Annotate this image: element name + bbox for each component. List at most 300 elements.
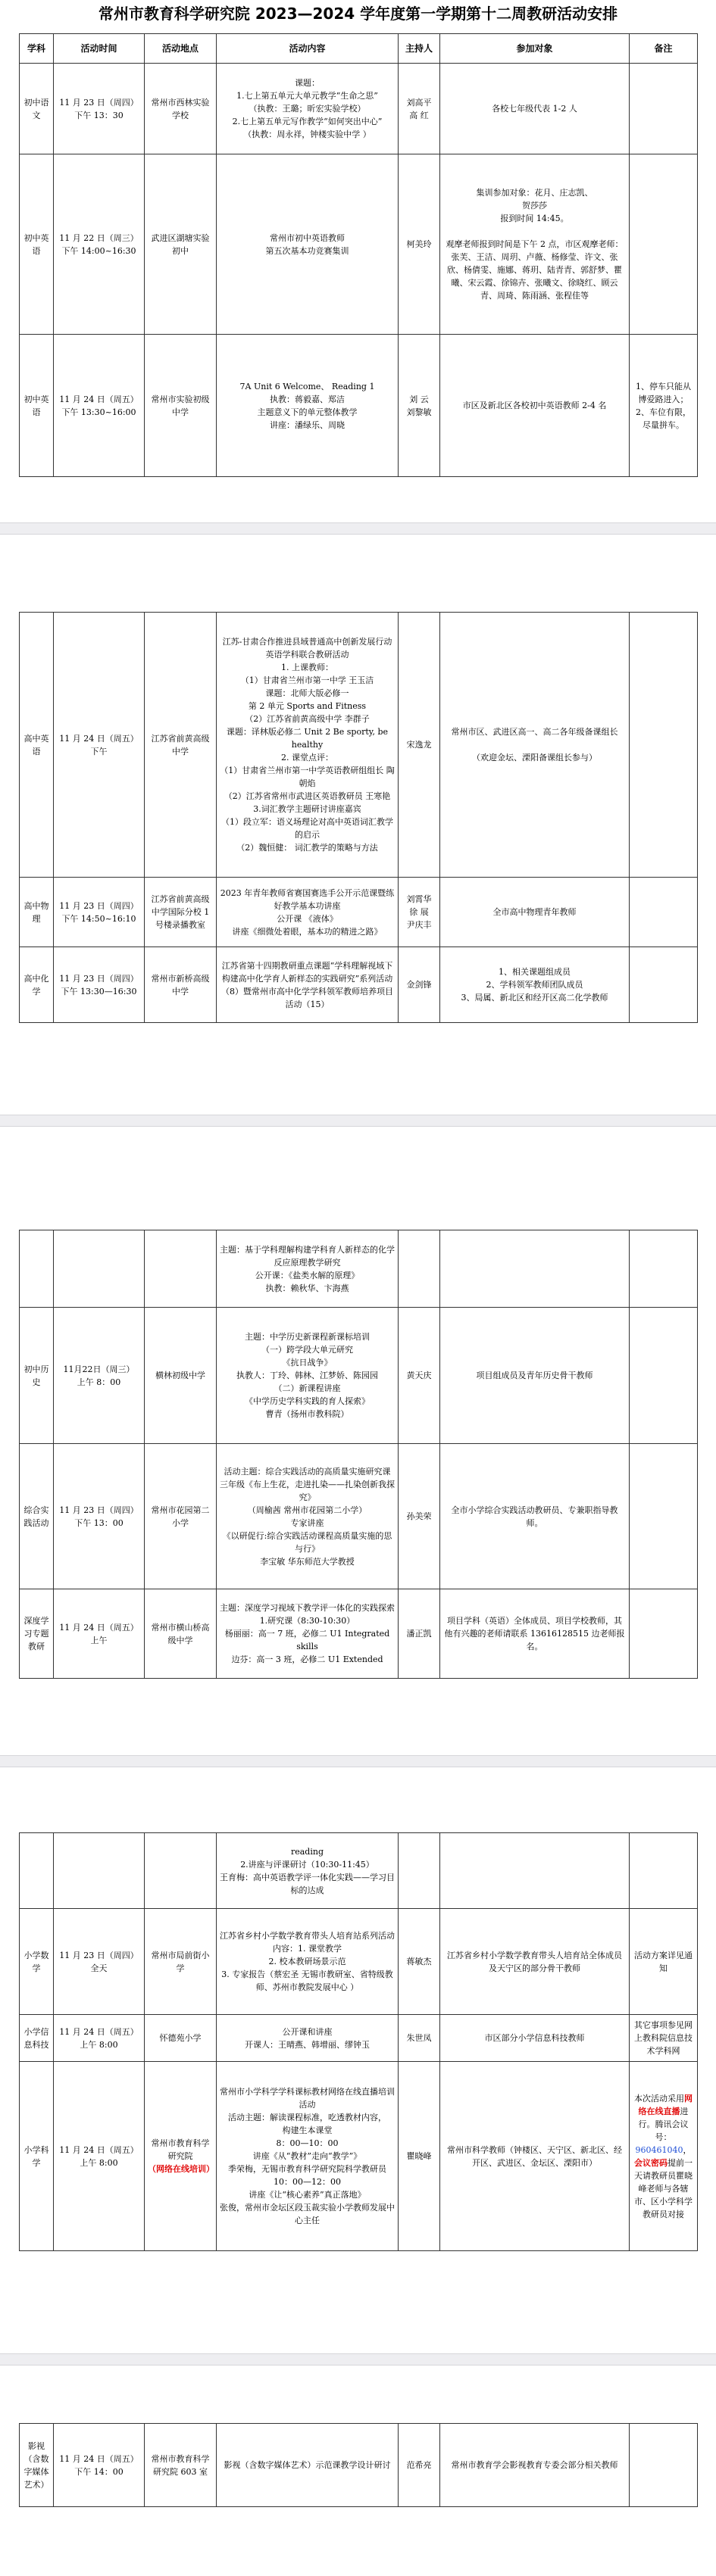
cell-time (54, 2424, 145, 2507)
cell-line: 季荣梅，无锡市教育科学研究院科学教研员 (228, 2164, 386, 2174)
table-row (20, 1833, 698, 1909)
cell-place-text: 常州市局前街小学 (151, 1950, 210, 1973)
cell-note (630, 1589, 698, 1679)
note-text: ， (683, 2144, 692, 2155)
cell-subject (20, 1909, 54, 2015)
cell-line: 讲座：潘绿乐、周晓 (270, 419, 345, 430)
cell-line: 常州市教育学会影视教育专委会部分相关教师 (451, 2460, 618, 2470)
cell-line: 3. 专家报告（蔡宏圣 无锡市教研室、省特级教师、苏州市教院发展中心 ） (221, 1969, 393, 1992)
cell-line: 高 红 (409, 110, 429, 120)
cell-line: 第五次基本功竞赛集训 (265, 245, 349, 256)
cell-host (399, 335, 440, 477)
cell-content (217, 2424, 399, 2507)
cell-line: 刘霄华 (406, 894, 432, 904)
cell-line: 7A Unit 6 Welcome、 Reading 1 (239, 381, 375, 391)
page-break (0, 2353, 716, 2365)
cell-line: 2.讲座与评课研讨（10:30-11:45） (240, 1859, 374, 1870)
cell-place (145, 1833, 217, 1909)
cell-audience (440, 878, 630, 947)
cell-line: 11 月 23 日（周四） (59, 973, 139, 984)
cell-audience (440, 1444, 630, 1589)
cell-note (630, 64, 698, 154)
cell-line: 11 月 24 日（周五） (59, 1622, 139, 1633)
cell-place (145, 2424, 217, 2507)
cell-line: 2、车位有限，尽量拼车。 (636, 407, 691, 430)
cell-subject (20, 947, 54, 1023)
cell-line: 内容：1. 课堂教学 (273, 1944, 342, 1954)
cell-subject (20, 1833, 54, 1909)
cell-line: 上午 8：00 (77, 1377, 121, 1387)
cell-line: 柯美玲 (406, 239, 432, 249)
cell-subject-text: 小学数学 (23, 1950, 49, 1973)
cell-line: 《中学历史学科实践的育人探索》 (245, 1396, 370, 1406)
cell-line: 11 月 24 日（周五） (59, 2453, 139, 2464)
table-row (20, 2424, 698, 2507)
cell-audience (440, 2015, 630, 2062)
cell-line: 王育梅：高中英语教学评一体化实践——学习目标的达成 (220, 1872, 395, 1895)
cell-content (217, 64, 399, 154)
cell-line: 孙美荣 (406, 1511, 432, 1521)
cell-host (399, 154, 440, 335)
cell-place-text: 常州市横山桥高级中学 (151, 1622, 210, 1645)
cell-line: 11 月 23 日（周四） (59, 97, 139, 108)
cell-time (54, 1230, 145, 1308)
cell-line: 全市小学综合实践活动教研员、专兼职指导教师。 (451, 1505, 618, 1528)
header-note: 备注 (630, 34, 698, 64)
table-row (20, 1909, 698, 2015)
cell-audience (440, 613, 630, 878)
table-row (20, 1589, 698, 1679)
cell-line: 贺莎莎 (522, 201, 547, 211)
cell-line: 1、停车只能从博爱路进入； (636, 381, 691, 404)
cell-host (399, 2424, 440, 2507)
cell-line: 常州市初中英语教师 (270, 232, 345, 243)
cell-time (54, 2015, 145, 2062)
cell-line: （1）甘肃省兰州市第一中学英语教研组组长 陶朝焰 (220, 766, 395, 788)
note-text: 进行。腾讯会议号： (638, 2106, 689, 2142)
cell-line: 李宝敏 华东师范大学教授 (260, 1556, 355, 1567)
table-row (20, 335, 698, 477)
header-subject: 学科 (20, 34, 54, 64)
cell-note (630, 2424, 698, 2507)
cell-line: 活动主题：综合实践活动的高质量实施研究课 (224, 1466, 391, 1477)
cell-content (217, 1833, 399, 1909)
header-host: 主持人 (399, 34, 440, 64)
cell-line: 张俊，常州市金坛区段玉裁实验小学教师发展中心主任 (220, 2203, 395, 2225)
cell-subject-text: 初中英语 (23, 232, 49, 256)
cell-line: 下午 13:30~16:00 (61, 407, 136, 417)
cell-line: 3.词汇教学主题研讨讲座嘉宾 (253, 804, 361, 814)
cell-line: 项目组成员及青年历史骨干教师 (476, 1371, 593, 1380)
cell-line: 蒋敏杰 (406, 1957, 432, 1966)
cell-content (217, 1909, 399, 2015)
cell-content (217, 1308, 399, 1444)
page-break (0, 1755, 716, 1767)
cell-line: 徐 展 (409, 907, 429, 917)
schedule-table-page-2 (19, 612, 698, 1023)
cell-line: 尹庆丰 (406, 920, 432, 930)
cell-audience (440, 335, 630, 477)
cell-line: 范希亮 (406, 2460, 432, 2470)
cell-note (630, 1308, 698, 1444)
schedule-table-page-1 (19, 33, 698, 477)
cell-line: （2）江苏省前黄高级中学 李群子 (245, 714, 370, 724)
cell-line: 下午 13:30—16:30 (61, 986, 137, 996)
cell-subject (20, 2062, 54, 2251)
cell-line: 金剑锋 (406, 980, 432, 990)
cell-content (217, 878, 399, 947)
cell-line: （一）跨学段大单元研究 (261, 1345, 353, 1355)
cell-subject (20, 335, 54, 477)
cell-line: 主题意义下的单元整体教学 (257, 407, 358, 417)
cell-place-text: 常州市新桥高级中学 (151, 973, 210, 996)
cell-place-text: 常州市教育科学研究院 (151, 2138, 210, 2161)
cell-place (145, 1444, 217, 1589)
cell-note (630, 335, 698, 477)
cell-line: 其它事项参见网上教科院信息技术学科网 (634, 2020, 693, 2056)
cell-line: 项目学科（英语）全体成员、项目学校教师，其他有兴趣的老师请联系 13616128515 边老师报名。 (444, 1616, 625, 1651)
cell-line: 11 月 22 日（周三） (59, 232, 139, 243)
cell-line: 8：00—10：00 (276, 2138, 339, 2148)
cell-line: 讲座《让“核心素养”真正落地》 (249, 2190, 366, 2200)
cell-note (630, 613, 698, 878)
table-row (20, 1308, 698, 1444)
cell-line: 课题：译林版必修二 Unit 2 Be sporty, be healthy (226, 727, 389, 750)
cell-line: 《以研促行:综合实践活动课程高质量实施的思与行》 (222, 1530, 392, 1554)
cell-host (399, 1230, 440, 1308)
note-highlight: 网络在线直播 (638, 2093, 693, 2116)
cell-place (145, 1308, 217, 1444)
cell-line: 江苏省第十四期教研重点课题“学科理解视域下构建高中化学育人新样态的实践研究”系列活动（8）暨常州市高中化学学科领军教师培养项目活动（15） (221, 960, 393, 1009)
cell-line: （执教：王璐；昕宏实验学校） (249, 104, 366, 114)
cell-subject (20, 1308, 54, 1444)
cell-audience (440, 1909, 630, 2015)
cell-line: 11 月 23 日（周四） (59, 1505, 139, 1515)
cell-content (217, 154, 399, 335)
cell-line: 下午 14:50~16:10 (61, 913, 136, 924)
cell-line: 全市高中物理青年教师 (492, 907, 577, 917)
cell-place-text: 常州市花园第二小学 (151, 1505, 210, 1528)
cell-line: （二）新课程讲座 (274, 1383, 341, 1393)
header-place: 活动地点 (145, 34, 217, 64)
cell-line: 常州市科学教师（钟楼区、天宁区、新北区、经开区、武进区、金坛区、溧阳市） (447, 2144, 622, 2168)
cell-line: 刘 云 (409, 394, 429, 404)
cell-line: 全天 (90, 1963, 108, 1973)
cell-time (54, 1833, 145, 1909)
cell-line: （1）段立军：语义场理论对高中英语词汇教学的启示 (221, 817, 393, 840)
cell-content (217, 947, 399, 1023)
cell-line: 讲座《细微处着眼，基本功的精进之路》 (232, 926, 383, 937)
meeting-id: 960461040 (635, 2144, 683, 2155)
cell-line (443, 738, 626, 751)
cell-line: 专家讲座 (290, 1517, 324, 1528)
cell-line: 影视（含数字媒体艺术）示范课教学设计研讨 (224, 2460, 391, 2470)
cell-line: 公开课和讲座 (282, 2026, 333, 2037)
cell-content (217, 335, 399, 477)
cell-subject-text: 初中历史 (23, 1364, 49, 1387)
cell-host (399, 64, 440, 154)
cell-line: 《抗日战争》 (282, 1358, 333, 1368)
cell-note (630, 2062, 698, 2251)
cell-host (399, 1308, 440, 1444)
cell-subject (20, 2015, 54, 2062)
cell-line: 11 月 24 日（周五） (59, 394, 139, 404)
cell-subject-text: 小学科学 (23, 2144, 49, 2168)
cell-line: 2、学科领军教师团队成员 (486, 980, 583, 990)
cell-line: 集训参加对象：花月、庄志凯、 (476, 188, 593, 198)
cell-line (443, 225, 626, 238)
cell-note (630, 1444, 698, 1589)
cell-line: 宋逸龙 (406, 740, 432, 750)
cell-content (217, 1230, 399, 1308)
cell-line: 边芬：高一 3 班，必修二 U1 Extended (231, 1654, 383, 1664)
cell-place (145, 1909, 217, 2015)
cell-line: 11月22日（周三） (63, 1364, 135, 1374)
cell-line: 11 月 24 日（周五） (59, 733, 139, 744)
cell-line: （1）甘肃省兰州市第一中学 王玉洁 (240, 675, 374, 685)
cell-line: 11 月 24 日（周五） (59, 2026, 139, 2037)
cell-line: 朱世凤 (406, 2033, 432, 2043)
cell-note (630, 2015, 698, 2062)
cell-place (145, 1230, 217, 1308)
cell-line: 活动主题：解读课程标准，吃透教材内容， (228, 2113, 386, 2122)
cell-line: 1.研究课（8:30-10:30） (259, 1616, 355, 1626)
cell-subject-text: 小学信息科技 (23, 2026, 49, 2050)
cell-line: 潘正凯 (406, 1629, 432, 1639)
cell-note (630, 947, 698, 1023)
cell-time (54, 613, 145, 878)
cell-subject-text: 影视（含数字媒体艺术） (23, 2440, 49, 2490)
table-row (20, 2062, 698, 2251)
cell-line: 曹青（扬州市教科院） (265, 1409, 349, 1419)
cell-line: 市区及新北区各校初中英语教师 2-4 名 (462, 401, 607, 410)
cell-line: 下午 (90, 746, 108, 756)
cell-line: 刘黎敏 (406, 407, 432, 417)
cell-line: 英语学科联合教研活动 (265, 650, 349, 660)
cell-audience (440, 2424, 630, 2507)
cell-time (54, 2062, 145, 2251)
cell-line: （2）魏恒健： 词汇教学的策略与方法 (236, 843, 378, 853)
cell-line: 11 月 24 日（周五） (59, 2144, 139, 2155)
table-row (20, 154, 698, 335)
cell-line: 3、局属、新北区和经开区高二化学教师 (461, 993, 608, 1003)
cell-place (145, 947, 217, 1023)
cell-line: 主题：基于学科理解构建学科育人新样态的化学反应原理教学研究 (220, 1244, 395, 1268)
cell-content (217, 613, 399, 878)
cell-subject (20, 154, 54, 335)
table-row (20, 947, 698, 1023)
cell-line: 2.七上第五单元写作教学“如何突出中心” (232, 117, 383, 126)
cell-place-text: 江苏省前黄高级中学 (151, 733, 210, 756)
cell-line: 江苏省乡村小学数学教育带头人培育站全体成员及天宁区的部分骨干教师 (447, 1950, 622, 1973)
cell-line: 下午 13：00 (74, 1517, 124, 1528)
cell-subject-text: 高中化学 (23, 973, 49, 996)
cell-line: 上午 8:00 (80, 2157, 118, 2168)
cell-place-text: 常州市西林实验学校 (151, 97, 210, 120)
cell-content (217, 2015, 399, 2062)
cell-audience (440, 154, 630, 335)
cell-line: 2. 校本教研场景示范 (268, 1957, 346, 1966)
cell-note (630, 1909, 698, 2015)
online-training-note: （网络在线培训） (148, 2164, 214, 2174)
cell-place-text: 常州市实验初级中学 (151, 394, 210, 417)
cell-line: 下午 14：00 (74, 2466, 124, 2477)
cell-line: （执教：周永祥，钟楼实验中学 ） (243, 129, 371, 139)
cell-audience (440, 1589, 630, 1679)
schedule-table-page-3 (19, 1230, 698, 1679)
cell-note (630, 1833, 698, 1909)
cell-line: 课题： (295, 78, 320, 88)
cell-line: 常州市小学科学学科课标教材网络在线直播培训活动 (220, 2087, 395, 2110)
cell-place-text: 横林初级中学 (155, 1371, 205, 1380)
cell-line: 刘高平 (406, 97, 432, 108)
cell-place (145, 613, 217, 878)
cell-host (399, 2015, 440, 2062)
cell-content (217, 1444, 399, 1589)
cell-line: 各校七年级代表 1-2 人 (492, 104, 577, 114)
cell-place (145, 335, 217, 477)
cell-line: 瞿晓峰 (406, 2151, 432, 2161)
cell-host (399, 878, 440, 947)
cell-line: 10：00—12：00 (274, 2177, 341, 2187)
cell-subject (20, 1230, 54, 1308)
cell-content (217, 2062, 399, 2251)
cell-line: 江苏-甘肃合作推进县域普通高中创新发展行动 (222, 637, 392, 647)
cell-line: reading (290, 1846, 324, 1857)
cell-line: （2）江苏省常州市武进区英语教研员 王寒艳 (224, 791, 391, 801)
cell-time (54, 1308, 145, 1444)
cell-line: 第 2 单元 Sports and Fitness (248, 701, 367, 711)
header-content: 活动内容 (217, 34, 399, 64)
cell-line: 三年级《布上生花，走进扎染——扎染创新我探究》 (220, 1479, 395, 1502)
cell-line: 下午 13：30 (74, 110, 124, 120)
cell-place-text: 常州市教育科学研究院 603 室 (151, 2453, 210, 2477)
cell-line: 公开课 《液体》 (277, 913, 338, 924)
cell-subject (20, 878, 54, 947)
cell-line: 报到时间 14:45。 (500, 214, 569, 223)
cell-line: 主题：深度学习视域下教学评一体化的实践探索 (220, 1603, 395, 1613)
cell-line: 常州市区、武进区高一、高二各年级备课组长 (451, 727, 618, 737)
table-row (20, 613, 698, 878)
table-row (20, 2015, 698, 2062)
cell-host (399, 1444, 440, 1589)
cell-line: 上午 8:00 (80, 2039, 118, 2050)
cell-line: 1.七上第五单元大单元教学“生命之思” (236, 91, 378, 101)
cell-line: 执教：蒋毅嘉、郑洁 (270, 394, 345, 404)
cell-subject-text: 深度学习专题教研 (23, 1616, 49, 1651)
note-highlight: 会议密码 (634, 2157, 668, 2168)
cell-host (399, 613, 440, 878)
cell-time (54, 878, 145, 947)
cell-audience (440, 2062, 630, 2251)
cell-line: 杨丽丽：高一 7 班，必修二 U1 Integrated skills (224, 1629, 390, 1651)
note-text: 本次活动采用 (634, 2093, 684, 2104)
cell-subject (20, 1444, 54, 1589)
cell-host (399, 1589, 440, 1679)
cell-subject-text: 高中物理 (23, 900, 49, 924)
cell-line: 课题：北师大版必修一 (265, 688, 349, 698)
cell-line: 公开课：《盐类水解的原理》 (255, 1270, 360, 1280)
cell-subject-text: 初中英语 (23, 394, 49, 417)
cell-line: 2023 年青年教师省赛国赛选手公开示范课暨练好教学基本功讲座 (220, 887, 395, 911)
cell-subject (20, 64, 54, 154)
schedule-table-page-5 (19, 2423, 698, 2507)
cell-line: 11 月 23 日（周四） (59, 1950, 139, 1960)
cell-line: 1. 上课教师： (281, 663, 333, 672)
table-row (20, 1230, 698, 1308)
cell-subject-text: 高中英语 (23, 733, 49, 756)
cell-line: 黄天庆 (406, 1371, 432, 1380)
cell-line: 上午 (90, 1635, 108, 1645)
cell-line: （周榆茜 常州市花园第二小学） (247, 1505, 367, 1515)
cell-subject (20, 613, 54, 878)
cell-note (630, 154, 698, 335)
cell-line: 下午 14:00~16:30 (61, 245, 136, 256)
cell-host (399, 1909, 440, 2015)
note-text: 提前一天请教研员瞿晓峰老师与各辖市、区小学科学教研员对接 (634, 2157, 693, 2219)
cell-host (399, 947, 440, 1023)
cell-line: 江苏省乡村小学数学教育带头人培育站系列活动 (220, 1931, 395, 1941)
cell-line: 1、相关课题组成员 (499, 967, 571, 977)
table-row (20, 878, 698, 947)
cell-place (145, 2015, 217, 2062)
cell-line: 讲座《从“教材”走向“教学”》 (252, 2151, 362, 2161)
cell-time (54, 1909, 145, 2015)
cell-time (54, 1444, 145, 1589)
page-break (0, 1115, 716, 1127)
schedule-table-page-4 (19, 1832, 698, 2251)
cell-subject (20, 1589, 54, 1679)
table-row (20, 64, 698, 154)
cell-line: 开课人：王晴燕、韩增丽、缪钟玉 (245, 2039, 370, 2050)
header-time: 活动时间 (54, 34, 145, 64)
table-row (20, 1444, 698, 1589)
cell-content (217, 1589, 399, 1679)
cell-line: 执教：赖秋华、卞海燕 (265, 1283, 349, 1293)
cell-host (399, 1833, 440, 1909)
cell-line: 11 月 23 日（周四） (59, 900, 139, 911)
cell-line: 观摩老师报到时间是下午 2 点，市区观摩老师：张芙、王洁、周玥、卢薇、杨修莹、许文、张欣、杨倩雯、施娜、蒋玥、陆青青、郭舒梦、瞿曦、宋云霞、徐锦卉、张曦文、徐晓红、顾云青、周琦、陈雨涵、张程佳等 (446, 239, 624, 301)
cell-audience (440, 1833, 630, 1909)
page-break (0, 522, 716, 535)
cell-audience (440, 1308, 630, 1444)
cell-host (399, 2062, 440, 2251)
header-audience: 参加对象 (440, 34, 630, 64)
cell-line: 市区部分小学信息科技教师 (484, 2033, 585, 2043)
cell-time (54, 154, 145, 335)
cell-audience (440, 64, 630, 154)
cell-place-text: 怀德苑小学 (159, 2033, 202, 2043)
cell-place (145, 2062, 217, 2251)
cell-time (54, 335, 145, 477)
cell-audience (440, 1230, 630, 1308)
cell-subject-text: 初中语文 (23, 97, 49, 120)
cell-place-text: 武进区湖塘实验初中 (151, 232, 210, 256)
cell-place (145, 64, 217, 154)
cell-note (630, 1230, 698, 1308)
cell-note (630, 878, 698, 947)
table-header-row (20, 34, 698, 64)
cell-time (54, 64, 145, 154)
cell-place (145, 1589, 217, 1679)
cell-subject (20, 2424, 54, 2507)
cell-audience (440, 947, 630, 1023)
cell-line: 执教人：丁玲、韩林、江梦娇、陈园园 (236, 1371, 378, 1380)
cell-line: 活动方案详见通知 (634, 1950, 693, 1973)
cell-place-text: 江苏省前黄高级中学国际分校 1 号楼录播教室 (151, 894, 210, 930)
cell-line: 主题：中学历史新课程新课标培训 (245, 1332, 370, 1342)
cell-line: 构建生本课堂 (282, 2125, 333, 2135)
